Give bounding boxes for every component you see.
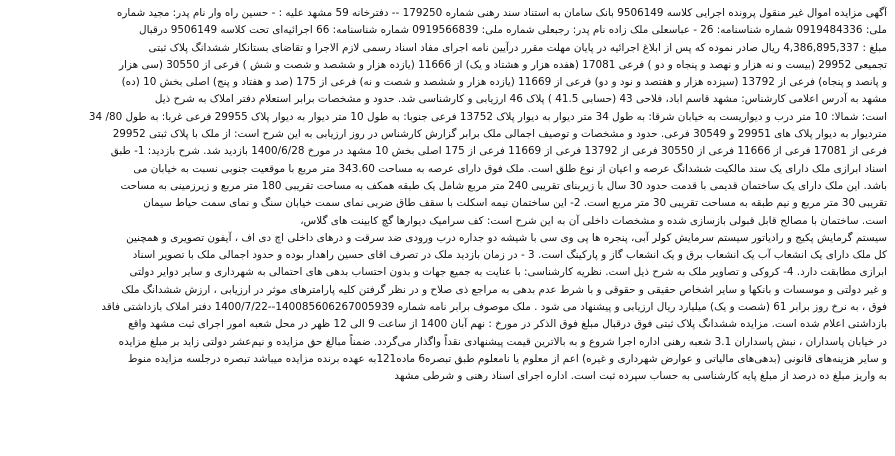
notice-line: و سایر هزینه‌های قانونی (بدهی‌های مالیاتی و عوارض شهرداری و غیره) اعم از معلوم یا نامعلوم طبق تبصره6 ماده121به عهده برنده مزایده میباشد تبصره درجلسه مزایده منوط xyxy=(127,352,887,365)
notice-line: است. ساختمان با مصالح قابل قبولی بازسازی شده و مشخصات داخلی آن به این شرح است: کف سرامیک دیوارها گچ کابینت های گلاس، xyxy=(300,214,887,227)
notice-line: باشد. این ملک دارای یک ساختمان قدیمی با قدمت حدود 30 سال با زیربنای تقریبی 240 متر مربع شامل یک طبقه همکف به مساحت تقریبی 180 متر مربع و زیرزمینی به مساحت xyxy=(120,179,887,192)
notice-line: در خیابان پاسداران ، نبش پاسداران 3.1 شعبه رهنی اداره اجرا شروع و به بالاترین قیمت پیشنهادی نقداً واگذار می‌گردد. ضمناً مبالغ حق مزایده و نیم‌عشر دولتی زاید بر مبلغ مزایده xyxy=(118,335,887,348)
notice-line: سیستم گرمایش پکیج و رادیاتور سیستم سرمایش کولر آبی، پنجره ها پی وی سی با شیشه دو جداره درب ورودی ضد سرقت و درهای داخلی اچ دی اف ، آیفون تصویری و همچنین xyxy=(126,231,887,244)
notice-line: کل ملک دارای یک انشعاب آب یک انشعاب برق و یک انشعاب گاز و پارکینگ است. 3 - در زمان بازدید ملک در تصرف اقای حسین راهدار بوده و حدود اجمالی ملک با تصویر اسناد xyxy=(132,249,887,262)
notice-line-last: به واریز مبلغ ده درصد از مبلغ پایه کارشناسی به حساب سپرده ثبت است. اداره اجرای اسناد رهنی و شرطی مشهد xyxy=(394,370,887,383)
notice-line: فرعی از 17081 فرعی از 11666 فرعی از 30550 فرعی از 13792 فرعی از 11669 فرعی از 175 اصلی بخش 10 مشهد در مورخ 1400/6/28 بازدید شد. شرح بازدید: 1- طبق xyxy=(110,145,887,158)
notice-line: فوق ، به نرخ روز برابر 61 (شصت و یک) میلیارد ریال ارزیابی و پیشنهاد می شود . ملک موصوف برابر نامه شماره 140085606267005939--1400/7/22 دفتر املاک بازداشتی فاقد xyxy=(101,301,887,314)
notice-line: مشهد به آدرس اعلامی کارشناس: مشهد قاسم اباد، فلاحی 43 (حسابی 41.5 ) پلاک 46 ارزیابی و کارشناسی شد. حدود و مشخصات برابر استعلام دفتر املاک به شرح ذیل xyxy=(154,93,887,106)
notice-line: تجمیعی 29952 (بیست و نه هزار و نهصد و پنجاه و دو ) فرعی 17081 (هفده هزار و هشتاد و یک) از 11666 (یازده هزار و ششصد و شصت و شش ) فرعی از 30550 (سی هزار xyxy=(119,58,887,71)
notice-line: آگهی مزایده اموال غیر منقول پرونده اجرایی کلاسه 9506149 بانک سامان به استناد سند رهنی شماره 179250 -- دفترخانه 59 مشهد علیه : - حسین راه وار نام پدر: مجید شماره xyxy=(116,7,887,19)
notice-line: مبلغ : 4,386,895,337 ریال صادر نموده که پس از ابلاغ اجرائیه در پایان مهلت مقرر درآیین نامه اجرای مفاد اسناد رسمی لازم الاجرا و تقاضای بستانکار ششدانگ پلاک ثبتی xyxy=(148,41,887,54)
notice-line: است: شمالا: 10 متر درب و دیواریست به خیابان شرقا: به طول 34 متر دیوار به دیوار پلاک 13752 فرعی جنوبا: به طول 10 متر دیوار به دیوار پلاک 29955 فرعی غربا: به طول 80/ 34 xyxy=(88,110,887,123)
notice-line: بازداشتی اعلام شده است. مزایده ششدانگ پلاک ثبتی فوق درقبال مبلغ فوق الذکر در مورخ : نهم آبان 1400 از ساعت 9 الی 12 ظهر در محل شعبه امور اجرای ثبت مشهد واقع xyxy=(128,318,887,331)
notice-line: ملی: 0919484336 شماره شناسنامه: 26 - عباسعلی ملک زاده نام پدر: رجبعلی شماره ملی: 0919566839 شماره شناسنامه: 66 اجرائیه‌ای تحت کلاسه 9506149 درقبال xyxy=(139,24,887,37)
notice-line: اسناد ابرازی ملک دارای یک سند مالکیت ششدانگ عرصه و اعیان از نوع طلق است. ملک فوق دارای عرصه به مساحت 343.60 متر مربع با موقعیت جنوبی نسبت به خیابان می xyxy=(133,162,887,175)
notice-line: متردیوار به دیوار پلاک های 29951 و 30549 فرعی. حدود و مشخصات و توصیف اجمالی ملک برابر گزارش کارشناس در روز ارزیابی به این شرح است: از ملک با پلاک ثبتی 29952 xyxy=(112,128,887,141)
notice-line: و پانصد و پنجاه) فرعی از 13792 (سیزده هزار و هفتصد و نود و دو) فرعی از 11669 (یازده هزار و ششصد و شصت و نه) فرعی از 175 (صد و هفتاد و پنج) اصلی بخش 10 (ده) xyxy=(121,76,887,89)
notice-line: و غیر دولتی و موسسات و بانکها و سایر اشخاص حقیقی و حقوقی و با شرط عدم بدهی به مراجع ذی صلاح و در نظر گرفتن کلیه پارامترهای موثر در ارزیابی ، ارزش ششدانگ ملک xyxy=(121,283,887,296)
notice-line: ابرازی مطابقت دارد. 4- کروکی و تصاویر ملک به شرح ذیل است. نظریه کارشناسی: با عنایت به جمیع جهات و بدون احتساب بدهی های احتمالی به شهرداری و سایر دوایر دولتی xyxy=(129,266,887,279)
auction-notice-document xyxy=(8,5,887,446)
notice-line: تقریبی 30 متر مربع و نیم طبقه به مساحت تقریبی 30 متر مربع است. 2- این ساختمان نیمه اسکلت با سقف طاق ضربی نمای سمت خیابان سنگ و نمای سمت حیاط سیمان xyxy=(143,197,887,210)
